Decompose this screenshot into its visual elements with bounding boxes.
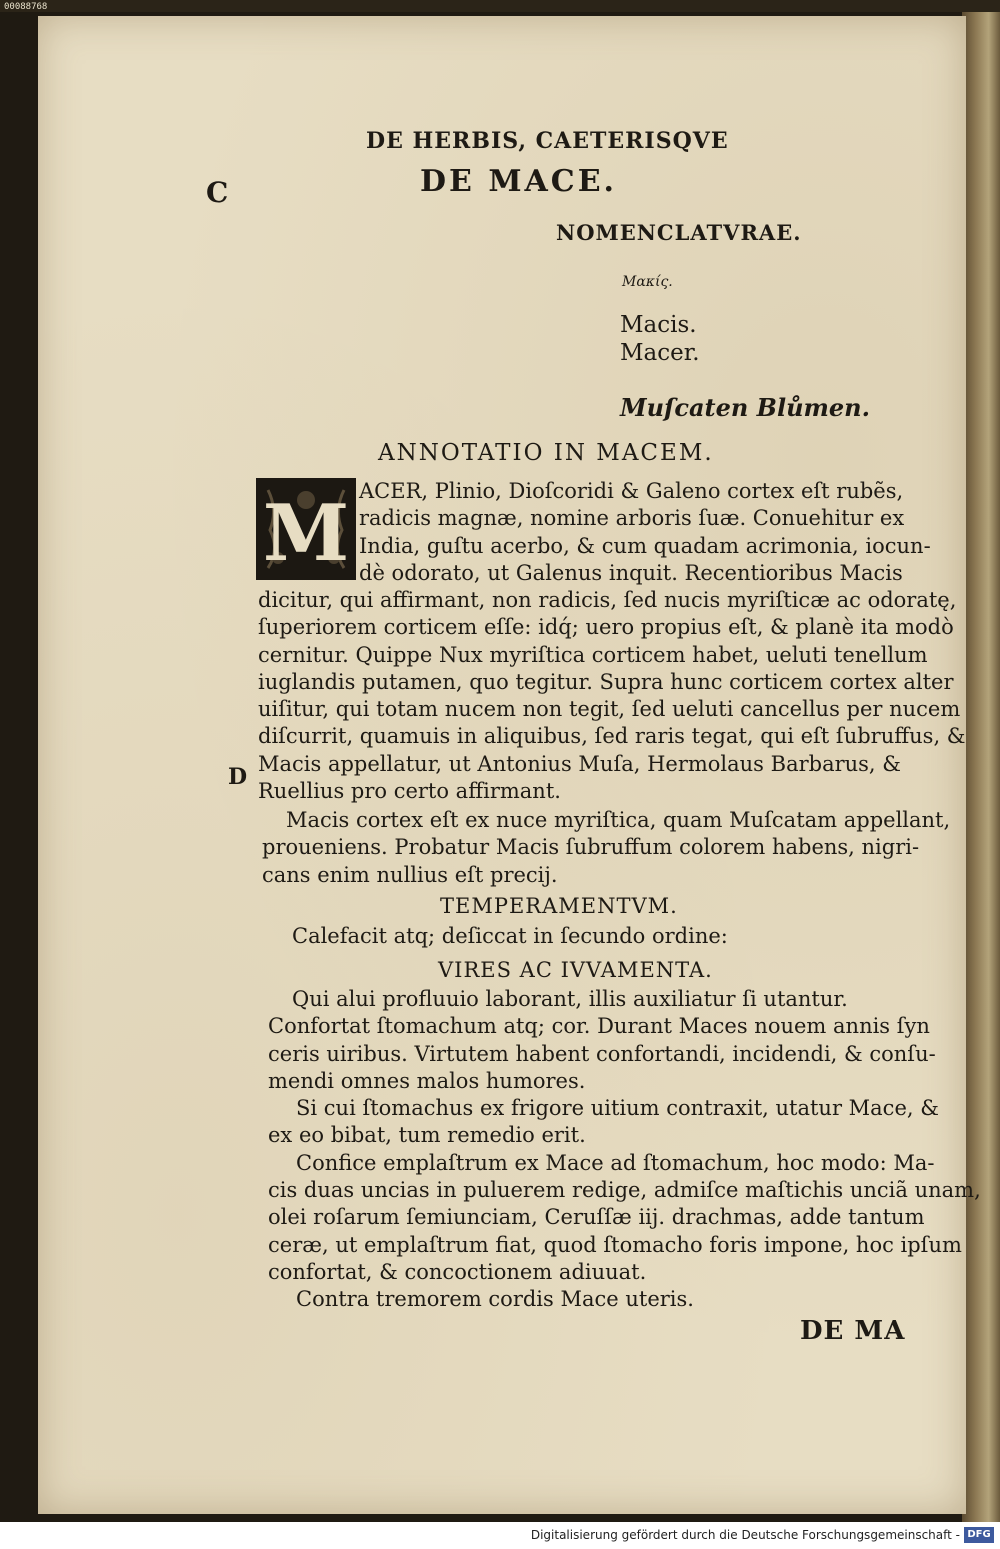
running-head: DE HERBIS, CAETERISQVE — [366, 128, 729, 154]
text-line: Contra tremorem cordis Mace uteris. — [296, 1287, 694, 1312]
temperamentum-heading: TEMPERAMENTVM. — [440, 894, 678, 918]
footer-credit: Digitalisierung gefördert durch die Deutsche Forschungsgemeinschaft - — [530, 1528, 960, 1542]
annotation-heading: ANNOTATIO IN MACEM. — [378, 440, 714, 466]
dfg-logo-icon: DFG — [964, 1527, 994, 1543]
scan-id: 00088768 — [4, 2, 48, 12]
text-line: iuglandis putamen, quo tegitur. Supra hunc corticem cortex alter — [258, 669, 954, 694]
text-line: ceræ, ut emplaſtrum fiat, quod ſtomacho foris impone, hoc ipſum — [268, 1232, 962, 1257]
temperamentum-text: Calefacit atq; deſiccat in ſecundo ordine: — [292, 924, 728, 948]
text-line: Confice emplaſtrum ex Mace ad ſtomachum, hoc modo: Ma- — [296, 1150, 935, 1175]
text-line: confortat, & concoctionem adiuuat. — [268, 1259, 647, 1284]
text-line: dicitur, qui affirmant, non radicis, ſed nucis myriſticæ ac odoratę, — [258, 588, 957, 612]
text-line: radicis magnæ, nomine arboris ſuæ. Conuehitur ex — [359, 506, 905, 531]
catchword: DE MA — [800, 1316, 906, 1346]
text-line: proueniens. Probatur Macis ſubruffum colorem habens, nigri- — [262, 835, 920, 860]
margin-letter-c: C — [206, 176, 229, 209]
text-line: uiſitur, qui totam nucem non tegit, ſed ueluti cancellus per nucem — [258, 697, 961, 722]
dropcap-letter: M — [262, 488, 350, 578]
text-line: cernitur. Quippe Nux myriſtica corticem habet, ueluti tenellum — [258, 642, 928, 667]
text-line: mendi omnes malos humores. — [268, 1068, 586, 1093]
annotation-body — [258, 587, 966, 805]
text-line: ceris uiribus. Virtutem habent confortandi, incidendi, & conſu- — [268, 1041, 936, 1066]
annotation-paragraph-2 — [262, 807, 950, 889]
text-line: ex eo bibat, tum remedio erit. — [268, 1123, 586, 1148]
text-line: cans enim nullius eſt precij. — [262, 862, 558, 887]
decorated-initial — [256, 478, 356, 580]
text-line: dè odorato, ut Galenus inquit. Recentioribus Macis — [359, 560, 903, 585]
text-line: Qui alui profluuio laborant, illis auxiliatur ſi utantur. — [292, 987, 848, 1011]
text-line: Macis appellatur, ut Antonius Muſa, Hermolaus Barbarus, & — [258, 751, 901, 776]
text-line: olei roſarum ſemiunciam, Ceruſſæ iij. drachmas, adde tantum — [268, 1205, 925, 1230]
german-name: Muſcaten Blůmen. — [620, 393, 870, 422]
greek-name: Μακίς. — [622, 274, 673, 290]
page-title: DE MACE. — [420, 164, 617, 199]
text-line: Macis cortex eſt ex nuce myriſtica, quam Muſcatam appellant, — [286, 808, 951, 832]
text-line: ſuperiorem corticem eſſe: idq́; uero propius eſt, & planè ita modò — [258, 615, 954, 640]
vires-heading: VIRES AC IVVAMENTA. — [438, 958, 713, 982]
text-line: Confortat ſtomachum atq; cor. Durant Maces nouem annis ſyn — [268, 1014, 930, 1039]
latin-name-2: Macer. — [620, 340, 700, 366]
nomenclature-heading: NOMENCLATVRAE. — [556, 220, 802, 245]
text-line: ACER, Plinio, Dioſcoridi & Galeno cortex eſt rubẽs, — [359, 479, 904, 503]
text-line: Ruellius pro certo affirmant. — [258, 779, 561, 804]
text-line: Si cui ſtomachus ex frigore uitium contraxit, utatur Mace, & — [296, 1096, 939, 1121]
latin-name-1: Macis. — [620, 312, 697, 338]
footer-bar — [0, 1522, 1000, 1549]
vires-body — [268, 986, 981, 1314]
text-line: diſcurrit, quamuis in aliquibus, ſed raris tegat, qui eſt ſubruffus, & — [258, 724, 966, 749]
margin-letter-d: D — [228, 764, 248, 790]
text-line: India, guſtu acerbo, & cum quadam acrimonia, iocun- — [359, 533, 931, 558]
annotation-first-lines — [359, 478, 931, 587]
text-line: cis duas uncias in puluerem redige, admiſce maſtichis unciã unam, — [268, 1178, 981, 1203]
